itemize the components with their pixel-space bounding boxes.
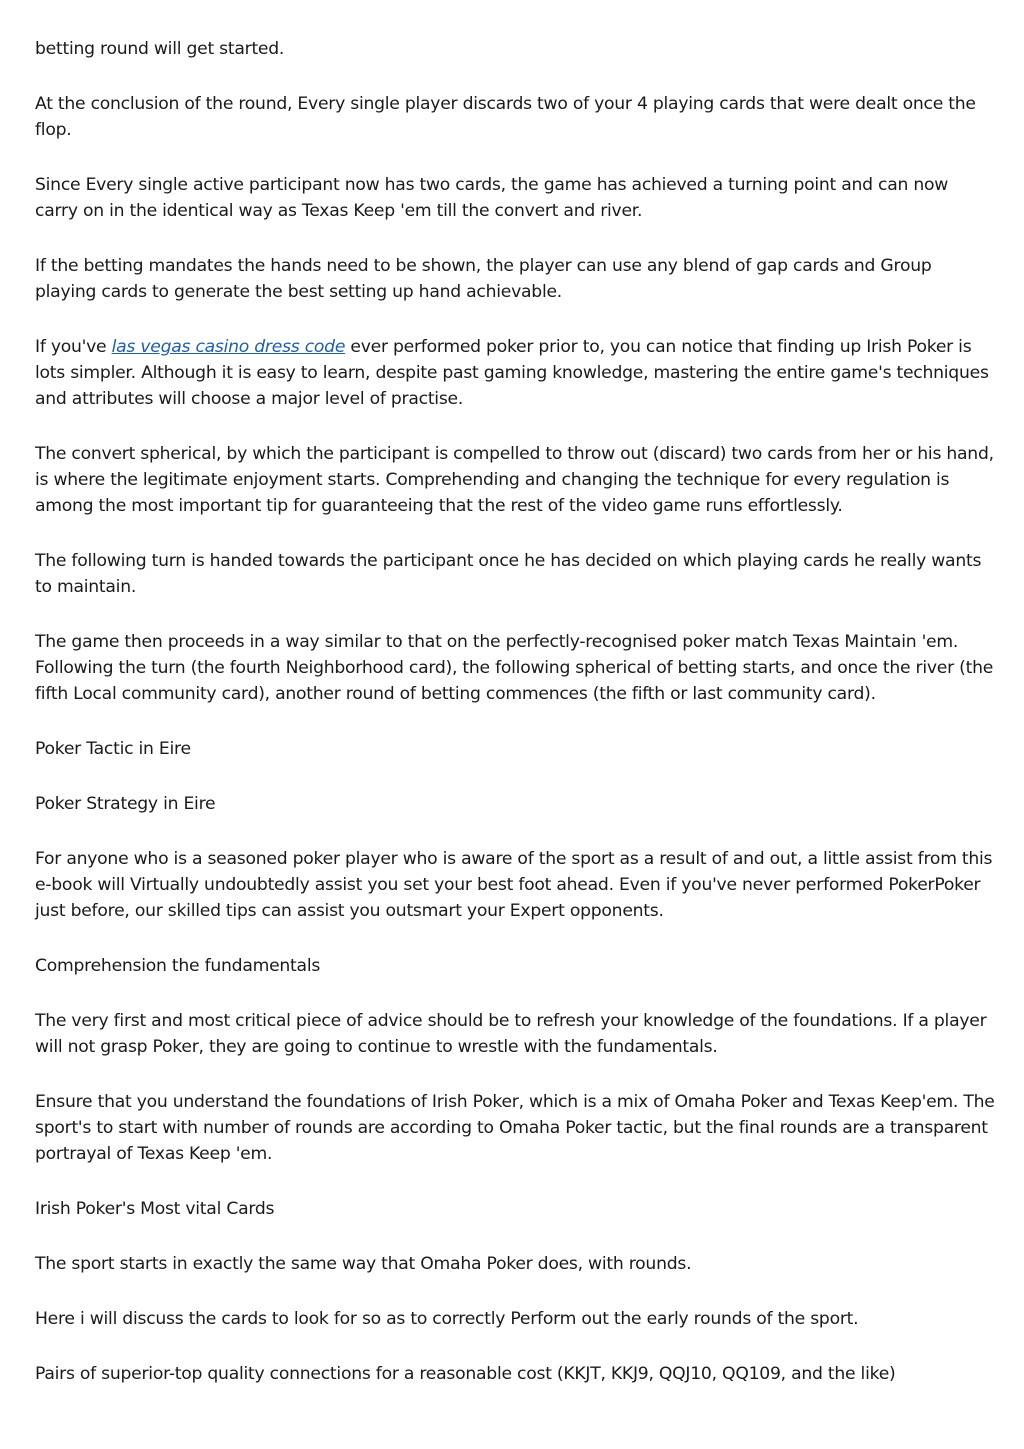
section-heading: Poker Tactic in Eire — [35, 739, 191, 759]
paragraph: betting round will get started. — [35, 39, 285, 59]
paragraph: The very first and most critical piece of advice should be to refresh your knowledge of the foundations. If a player will not grasp Poker, they are going to continue to wrestle with the fundamentals. — [35, 1011, 987, 1057]
paragraph-with-link — [35, 334, 995, 412]
paragraph: If the betting mandates the hands need to be shown, the player can use any blend of gap cards and Group playing cards to generate the best setting up hand achievable. — [35, 256, 932, 302]
paragraph-text: ever performed poker prior to, you can notice that finding up Irish Poker is lots simpler. Although it is easy to learn, despite past gaming knowledge, mastering the entire game's techniques and attributes will choose a major level of practise. — [35, 337, 989, 409]
paragraph: Here i will discuss the cards to look for so as to correctly Perform out the early rounds of the sport. — [35, 1309, 859, 1329]
paragraph: The game then proceeds in a way similar to that on the perfectly-recognised poker match Texas Maintain 'em. Following the turn (the fourth Neighborhood card), the following spherical of betting starts, and once the river (the fifth Local community card), another round of betting commences (the fifth or last community card). — [35, 632, 994, 704]
section-heading: Poker Strategy in Eire — [35, 794, 216, 814]
paragraph-text: If you've — [35, 337, 112, 357]
paragraph: The convert spherical, by which the participant is compelled to throw out (discard) two cards from her or his hand, is where the legitimate enjoyment starts. Comprehending and changing the technique for every regulation is among the most important tip for guaranteeing that the rest of the video game runs effortlessly. — [35, 444, 994, 516]
paragraph: The following turn is handed towards the participant once he has decided on which playing cards he really wants to maintain. — [35, 551, 982, 597]
section-heading: Comprehension the fundamentals — [35, 956, 321, 976]
paragraph: Since Every single active participant now has two cards, the game has achieved a turning point and can now carry on in the identical way as Texas Keep 'em till the convert and river. — [35, 175, 949, 221]
paragraph: Ensure that you understand the foundations of Irish Poker, which is a mix of Omaha Poker and Texas Keep'em. The sport's to start with number of rounds are according to Omaha Poker tactic, but the final rounds are a transparent portrayal of Texas Keep 'em. — [35, 1092, 995, 1164]
casino-dress-code-link[interactable]: las vegas casino dress code — [111, 337, 346, 357]
paragraph: Pairs of superior-top quality connections for a reasonable cost (KKJT, KKJ9, QQJ10, QQ109, and the like) — [35, 1364, 896, 1384]
paragraph: The sport starts in exactly the same way that Omaha Poker does, with rounds. — [35, 1254, 692, 1274]
document-body — [35, 36, 995, 1416]
paragraph: At the conclusion of the round, Every single player discards two of your 4 playing cards that were dealt once the flop. — [35, 94, 976, 140]
paragraph: For anyone who is a seasoned poker player who is aware of the sport as a result of and out, a little assist from this e-book will Virtually undoubtedly assist you set your best foot ahead. Even if you've never performed PokerPoker just before, our skilled tips can assist you outsmart your Expert opponents. — [35, 849, 993, 921]
section-heading: Irish Poker's Most vital Cards — [35, 1199, 275, 1219]
